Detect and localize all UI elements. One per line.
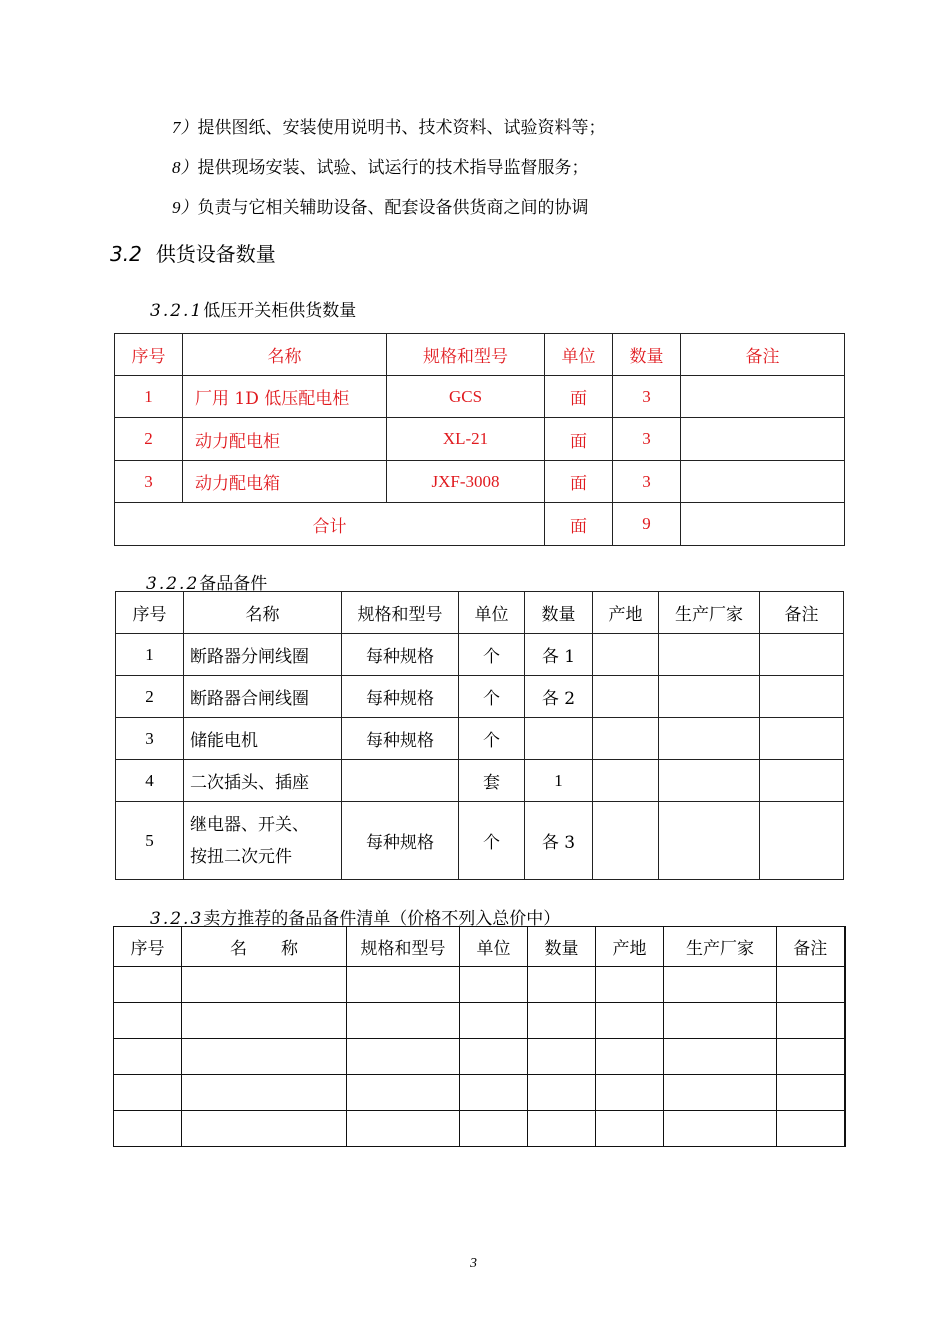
header-cell: 数量 [528,927,596,967]
empty-cell [460,1111,528,1147]
table-row [116,634,844,676]
header-cell: 序号 [116,592,184,634]
empty-cell [596,1075,664,1111]
table-cell: 个 [459,802,525,880]
table-cell: 每种规格 [342,634,459,676]
table-cell [760,718,844,760]
table-cell: XL-21 [387,418,545,461]
table-cell [593,760,659,802]
empty-cell [182,967,347,1003]
empty-cell [182,1111,347,1147]
table-cell: GCS [387,376,545,418]
table-cell [760,802,844,880]
caption-text: 备品备件 [199,574,268,594]
header-cell: 产地 [593,592,659,634]
cell-line: 按扭二次元件 [190,846,292,867]
table-cell: 每种规格 [342,676,459,718]
table-cell: 个 [459,676,525,718]
list-number: 8） [172,158,198,177]
empty-cell [664,1039,777,1075]
table-cell-multiline [184,802,342,880]
table-cell [760,760,844,802]
table-cell: 储能电机 [184,718,342,760]
header-cell: 备注 [777,927,845,967]
table-cell: 断路器合闸线圈 [184,676,342,718]
empty-cell [182,1039,347,1075]
empty-row [114,967,845,1003]
table-row [116,718,844,760]
table-cell [760,634,844,676]
table-cell: 3 [116,718,184,760]
header-cell: 规格和型号 [347,927,460,967]
list-item-8 [172,153,589,178]
table-cell [659,718,760,760]
table-cell [593,802,659,880]
table-cell: 3 [613,461,681,503]
empty-cell [114,967,182,1003]
table-row [115,376,845,418]
header-cell: 名称 [183,334,387,376]
caption-number: 3.2.2 [146,574,200,594]
empty-cell [777,1003,845,1039]
empty-cell [460,1003,528,1039]
total-row [115,503,845,546]
spare-parts-table [115,591,844,880]
section-number: 3.2 [110,242,142,266]
table-cell: 3 [613,418,681,461]
empty-cell [777,1111,845,1147]
empty-cell [596,967,664,1003]
empty-cell [460,967,528,1003]
caption-text: 卖方推荐的备品备件清单（价格不列入总价中） [203,909,561,929]
table-cell: 3 [115,461,183,503]
table-cell: 每种规格 [342,718,459,760]
table-cell [593,634,659,676]
table-cell: 厂用 1D 低压配电柜 [183,376,387,418]
header-cell: 规格和型号 [387,334,545,376]
list-text: 提供现场安装、试验、试运行的技术指导监督服务； [197,158,589,178]
header-cell: 数量 [613,334,681,376]
empty-cell [596,1111,664,1147]
table-cell: 2 [115,418,183,461]
table-cell: 1 [115,376,183,418]
table-row [116,760,844,802]
table-cell: 3 [613,376,681,418]
table1-caption [150,296,356,321]
empty-row [114,1039,845,1075]
table-cell: 二次插头、插座 [184,760,342,802]
caption-number: 3.2.1 [150,301,204,321]
empty-row [114,1075,845,1111]
header-cell: 序号 [115,334,183,376]
table-cell: 动力配电柜 [183,418,387,461]
table-cell: 面 [545,418,613,461]
table-cell [760,676,844,718]
table-cell: 各 3 [525,802,593,880]
table-cell: 断路器分闸线圈 [184,634,342,676]
table-cell: 4 [116,760,184,802]
empty-cell [664,967,777,1003]
supply-table [114,333,845,546]
header-cell: 序号 [114,927,182,967]
empty-cell [664,1111,777,1147]
empty-cell [347,967,460,1003]
header-cell: 生产厂家 [664,927,777,967]
header-cell: 单位 [459,592,525,634]
header-cell: 规格和型号 [342,592,459,634]
table-cell: 每种规格 [342,802,459,880]
table-cell: 2 [116,676,184,718]
empty-cell [664,1075,777,1111]
table-cell: 1 [116,634,184,676]
table-cell: 面 [545,461,613,503]
table-cell: 个 [459,718,525,760]
total-unit: 面 [545,503,613,546]
recommended-spares-table [113,926,846,1147]
table-cell: JXF-3008 [387,461,545,503]
empty-cell [114,1075,182,1111]
header-cell: 名称 [184,592,342,634]
table-header-row [115,334,845,376]
table-header-row [116,592,844,634]
table-row [116,676,844,718]
list-item-9 [172,193,589,218]
header-cell: 生产厂家 [659,592,760,634]
empty-cell [596,1003,664,1039]
empty-cell [114,1111,182,1147]
section-title: 供货设备数量 [155,242,276,266]
empty-cell [114,1039,182,1075]
header-cell: 名 称 [182,927,347,967]
table-cell: 5 [116,802,184,880]
empty-cell [596,1039,664,1075]
empty-cell [460,1075,528,1111]
section-heading [110,238,276,267]
empty-cell [347,1075,460,1111]
table-cell [659,634,760,676]
header-cell: 单位 [460,927,528,967]
table-header-row [114,927,845,967]
caption-number: 3.2.3 [150,909,204,929]
empty-cell [182,1003,347,1039]
empty-cell [777,1075,845,1111]
empty-cell [528,1111,596,1147]
table-cell [659,760,760,802]
table-cell: 面 [545,376,613,418]
table-cell: 1 [525,760,593,802]
empty-cell [182,1075,347,1111]
empty-cell [528,967,596,1003]
list-item-7 [172,113,606,138]
table-cell: 个 [459,634,525,676]
total-label: 合计 [115,503,545,546]
empty-cell [347,1039,460,1075]
empty-cell [528,1039,596,1075]
header-cell: 备注 [681,334,845,376]
empty-cell [664,1003,777,1039]
empty-cell [528,1003,596,1039]
table-cell: 套 [459,760,525,802]
table-cell [681,461,845,503]
total-note [681,503,845,546]
table-cell [659,676,760,718]
empty-row [114,1003,845,1039]
table-cell [681,418,845,461]
empty-cell [347,1003,460,1039]
empty-cell [528,1075,596,1111]
empty-row [114,1111,845,1147]
list-number: 9） [172,198,198,217]
empty-cell [114,1003,182,1039]
table-cell: 各 2 [525,676,593,718]
table-row [116,802,844,880]
empty-cell [777,967,845,1003]
empty-cell [460,1039,528,1075]
header-cell: 数量 [525,592,593,634]
table-row [115,418,845,461]
page-number: 3 [470,1256,477,1271]
total-quantity: 9 [613,503,681,546]
table-cell: 各 1 [525,634,593,676]
table-cell [593,718,659,760]
caption-text: 低压开关柜供货数量 [203,301,357,321]
header-cell: 备注 [760,592,844,634]
empty-cell [777,1039,845,1075]
cell-line: 继电器、开关、 [190,814,309,835]
table-cell [659,802,760,880]
empty-cell [347,1111,460,1147]
table-row [115,461,845,503]
header-cell: 产地 [596,927,664,967]
table-cell [593,676,659,718]
list-text: 提供图纸、安装使用说明书、技术资料、试验资料等； [197,118,606,138]
list-number: 7） [172,118,198,137]
table-cell [525,718,593,760]
header-cell: 单位 [545,334,613,376]
list-text: 负责与它相关辅助设备、配套设备供货商之间的协调 [197,198,589,218]
table-cell [681,376,845,418]
table-cell [342,760,459,802]
table-cell: 动力配电箱 [183,461,387,503]
